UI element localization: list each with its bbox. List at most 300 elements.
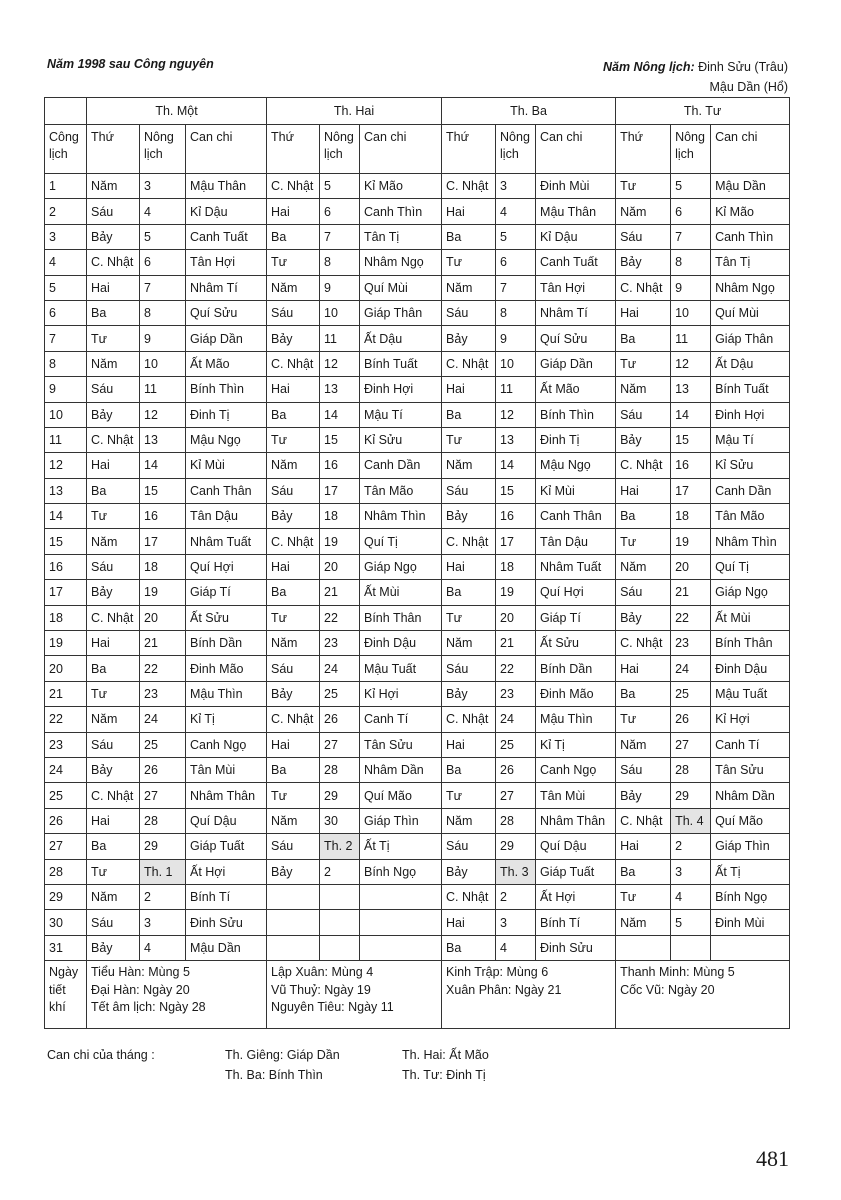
cell-weekday: Ba (267, 224, 320, 249)
cell-canchi: Quí Tị (360, 529, 442, 554)
cell-weekday: Ba (267, 580, 320, 605)
cell-weekday: Hai (442, 732, 496, 757)
cell-weekday: Bảy (616, 783, 671, 808)
month-header: Th. Tư (616, 98, 790, 125)
cell-weekday: Sáu (87, 554, 140, 579)
cell-lunar: 17 (496, 529, 536, 554)
cell-lunar: 14 (320, 402, 360, 427)
cell-canchi: Tân Sửu (360, 732, 442, 757)
cell-weekday: C. Nhật (267, 707, 320, 732)
cell-canchi: Nhâm Thân (536, 808, 616, 833)
cell-day: 16 (45, 554, 87, 579)
cell-lunar: 20 (671, 554, 711, 579)
cell-lunar: 23 (320, 631, 360, 656)
cell-weekday: Năm (87, 707, 140, 732)
cell-weekday: Bảy (442, 859, 496, 884)
table-row (45, 554, 790, 579)
cell-canchi: Canh Dần (711, 478, 790, 503)
cell-weekday: Tư (267, 783, 320, 808)
cell-canchi (360, 884, 442, 909)
cell-canchi: Nhâm Tuất (186, 529, 267, 554)
cell-weekday: C. Nhật (442, 174, 496, 199)
cell-lunar: 18 (496, 554, 536, 579)
cell-canchi (360, 935, 442, 960)
cell-lunar: 2 (496, 884, 536, 909)
cell-lunar: 4 (671, 884, 711, 909)
cell-canchi: Tân Mùi (536, 783, 616, 808)
cell-canchi: Canh Ngọ (536, 757, 616, 782)
cell-canchi: Kỉ Sửu (711, 453, 790, 478)
cell-day: 5 (45, 275, 87, 300)
cell-canchi: Quí Mùi (360, 275, 442, 300)
cell-lunar: 24 (671, 656, 711, 681)
cell-day: 20 (45, 656, 87, 681)
cell-lunar: 2 (320, 859, 360, 884)
table-row (45, 174, 790, 199)
cell-day: 31 (45, 935, 87, 960)
cell-lunar: 5 (671, 174, 711, 199)
cell-canchi: Ất Sửu (536, 631, 616, 656)
cell-weekday: Bảy (442, 681, 496, 706)
cell-day: 2 (45, 199, 87, 224)
cell-lunar: 22 (671, 605, 711, 630)
footer-item: Th. Hai: Ất Mão (402, 1048, 489, 1062)
col-header-weekday: Thứ (616, 125, 671, 174)
cell-lunar: 16 (496, 504, 536, 529)
table-row (45, 681, 790, 706)
cell-lunar: 11 (496, 377, 536, 402)
cell-weekday: C. Nhật (87, 250, 140, 275)
cell-lunar: 14 (671, 402, 711, 427)
cell-weekday: Tư (616, 707, 671, 732)
cell-lunar: 3 (140, 174, 186, 199)
table-row (45, 859, 790, 884)
cell-weekday: Sáu (87, 732, 140, 757)
cell-weekday: Bảy (616, 605, 671, 630)
cell-lunar: 23 (140, 681, 186, 706)
cell-canchi: Mậu Ngọ (536, 453, 616, 478)
cell-lunar: 24 (496, 707, 536, 732)
cell-lunar: 2 (671, 834, 711, 859)
cell-weekday: Hai (616, 656, 671, 681)
cell-weekday: C. Nhật (267, 351, 320, 376)
tiet-khi-entry: Lập Xuân: Mùng 4 (271, 965, 374, 980)
cell-weekday: C. Nhật (442, 351, 496, 376)
cell-weekday (267, 884, 320, 909)
cell-weekday: Năm (267, 275, 320, 300)
cell-lunar: 25 (320, 681, 360, 706)
cell-lunar: 3 (140, 910, 186, 935)
cell-canchi: Bính Thân (711, 631, 790, 656)
cell-lunar: 18 (140, 554, 186, 579)
cell-canchi: Quí Tị (711, 554, 790, 579)
cell-canchi: Canh Tí (711, 732, 790, 757)
cell-lunar: 5 (320, 174, 360, 199)
cell-lunar: 21 (140, 631, 186, 656)
cell-day: 15 (45, 529, 87, 554)
cell-lunar: 3 (496, 174, 536, 199)
cell-canchi: Kỉ Mùi (186, 453, 267, 478)
cell-weekday: Sáu (87, 910, 140, 935)
cell-weekday: Tư (267, 427, 320, 452)
cell-weekday: Sáu (616, 580, 671, 605)
cell-canchi: Giáp Dần (536, 351, 616, 376)
footer-item: Th. Giêng: Giáp Dần (225, 1048, 340, 1062)
cell-weekday: C. Nhật (442, 884, 496, 909)
cell-canchi: Nhâm Ngọ (711, 275, 790, 300)
cell-canchi: Mậu Thân (536, 199, 616, 224)
cell-canchi: Canh Ngọ (186, 732, 267, 757)
cell-lunar: 4 (140, 199, 186, 224)
cell-weekday: Tư (616, 884, 671, 909)
cell-weekday: Ba (87, 656, 140, 681)
cell-lunar: 8 (496, 300, 536, 325)
cell-weekday: Hai (267, 199, 320, 224)
cell-canchi: Kỉ Dậu (186, 199, 267, 224)
cell-lunar: 2 (140, 884, 186, 909)
cell-day: 27 (45, 834, 87, 859)
cell-canchi: Kỉ Tị (186, 707, 267, 732)
cell-canchi: Đinh Mùi (536, 174, 616, 199)
cell-weekday: C. Nhật (267, 529, 320, 554)
cell-weekday: Năm (87, 351, 140, 376)
cell-day: 8 (45, 351, 87, 376)
cell-lunar: 17 (140, 529, 186, 554)
cell-weekday: C. Nhật (616, 275, 671, 300)
cell-canchi: Bính Tí (186, 884, 267, 909)
cell-lunar: 6 (320, 199, 360, 224)
cell-lunar: Th. 3 (496, 859, 536, 884)
cell-canchi: Nhâm Tí (536, 300, 616, 325)
cell-weekday: Năm (442, 453, 496, 478)
table-row (45, 377, 790, 402)
cell-lunar: 22 (320, 605, 360, 630)
cell-weekday: Bảy (87, 402, 140, 427)
cell-canchi: Ất Hợi (186, 859, 267, 884)
cell-canchi: Quí Mão (360, 783, 442, 808)
cell-weekday: Năm (616, 732, 671, 757)
cell-canchi: Tân Dậu (536, 529, 616, 554)
table-row (45, 707, 790, 732)
cell-weekday: Sáu (267, 834, 320, 859)
cell-day: 7 (45, 326, 87, 351)
cell-canchi: Tân Hợi (536, 275, 616, 300)
cell-lunar: 20 (140, 605, 186, 630)
cell-lunar: 29 (496, 834, 536, 859)
cell-weekday: Hai (442, 377, 496, 402)
calendar-table (44, 97, 790, 1029)
cell-lunar: 9 (140, 326, 186, 351)
col-header-day: Công lịch (45, 125, 87, 174)
page-number: 481 (756, 1146, 789, 1171)
cell-canchi: Nhâm Thìn (711, 529, 790, 554)
cell-canchi: Ất Tị (711, 859, 790, 884)
table-row (45, 884, 790, 909)
cell-lunar: Th. 2 (320, 834, 360, 859)
cell-day: 9 (45, 377, 87, 402)
cell-weekday: Hai (87, 631, 140, 656)
cell-lunar: 7 (671, 224, 711, 249)
footer-item: Th. Ba: Bính Thìn (225, 1068, 323, 1082)
cell-weekday: Bảy (267, 859, 320, 884)
cell-weekday: Tư (442, 250, 496, 275)
cell-weekday: Sáu (87, 377, 140, 402)
cell-canchi: Mậu Tí (360, 402, 442, 427)
cell-canchi: Đinh Tị (536, 427, 616, 452)
table-row (45, 605, 790, 630)
cell-lunar: 19 (496, 580, 536, 605)
table-row (45, 427, 790, 452)
cell-weekday: Năm (442, 275, 496, 300)
cell-canchi: Ất Mùi (711, 605, 790, 630)
cell-lunar: 15 (320, 427, 360, 452)
cell-lunar (671, 935, 711, 960)
column-header-row (45, 125, 790, 174)
cell-lunar: 23 (496, 681, 536, 706)
cell-canchi: Nhâm Ngọ (360, 250, 442, 275)
cell-day: 18 (45, 605, 87, 630)
cell-weekday: C. Nhật (87, 605, 140, 630)
cell-weekday: Năm (87, 529, 140, 554)
cell-weekday: Năm (616, 554, 671, 579)
footer-label: Can chi của tháng : (47, 1048, 155, 1062)
cell-weekday: Hai (87, 275, 140, 300)
cell-weekday: Hai (616, 300, 671, 325)
cell-canchi: Canh Thân (186, 478, 267, 503)
cell-lunar: 13 (671, 377, 711, 402)
cell-canchi: Bính Thân (360, 605, 442, 630)
table-row (45, 326, 790, 351)
cell-canchi: Canh Thân (536, 504, 616, 529)
cell-lunar: 7 (496, 275, 536, 300)
cell-weekday: Hai (267, 554, 320, 579)
cell-canchi: Tân Sửu (711, 757, 790, 782)
cell-canchi: Mậu Tí (711, 427, 790, 452)
cell-lunar: 30 (320, 808, 360, 833)
month-header: Th. Ba (442, 98, 616, 125)
cell-canchi (360, 910, 442, 935)
table-row (45, 757, 790, 782)
cell-weekday: Ba (267, 402, 320, 427)
cell-canchi: Kỉ Tị (536, 732, 616, 757)
cell-canchi: Canh Tuất (186, 224, 267, 249)
cell-canchi (711, 935, 790, 960)
cell-lunar: 6 (671, 199, 711, 224)
cell-canchi: Đinh Hợi (711, 402, 790, 427)
cell-lunar: 20 (320, 554, 360, 579)
table-row (45, 453, 790, 478)
cell-lunar (320, 910, 360, 935)
cell-canchi: Quí Dậu (536, 834, 616, 859)
cell-lunar: 9 (496, 326, 536, 351)
cell-weekday (267, 935, 320, 960)
cell-canchi: Quí Hợi (536, 580, 616, 605)
cell-lunar (320, 884, 360, 909)
cell-lunar: 5 (671, 910, 711, 935)
cell-lunar: 15 (496, 478, 536, 503)
cell-weekday: Tư (616, 174, 671, 199)
cell-canchi: Kỉ Hợi (360, 681, 442, 706)
table-row (45, 732, 790, 757)
cell-weekday: Năm (442, 808, 496, 833)
cell-weekday: Tư (616, 351, 671, 376)
col-header-weekday: Thứ (267, 125, 320, 174)
cell-lunar: 29 (320, 783, 360, 808)
cell-weekday: Năm (616, 910, 671, 935)
cell-weekday: Ba (616, 681, 671, 706)
cell-weekday: C. Nhật (442, 707, 496, 732)
cell-canchi: Ất Dậu (360, 326, 442, 351)
cell-weekday: Bảy (87, 935, 140, 960)
tiet-khi-cell (442, 961, 616, 1029)
cell-weekday: Hai (87, 808, 140, 833)
table-row (45, 224, 790, 249)
cell-day: 29 (45, 884, 87, 909)
cell-weekday: Tư (87, 681, 140, 706)
table-row (45, 910, 790, 935)
cell-day: 3 (45, 224, 87, 249)
cell-lunar: 28 (496, 808, 536, 833)
cell-weekday: Hai (87, 453, 140, 478)
cell-weekday: Năm (267, 631, 320, 656)
month-header: Th. Một (87, 98, 267, 125)
cell-canchi: Nhâm Thìn (360, 504, 442, 529)
cell-lunar (320, 935, 360, 960)
cell-weekday: Tư (87, 859, 140, 884)
cell-lunar: 27 (496, 783, 536, 808)
cell-lunar: 16 (140, 504, 186, 529)
tiet-khi-cell (87, 961, 267, 1029)
table-row (45, 300, 790, 325)
cell-weekday: C. Nhật (616, 808, 671, 833)
cell-canchi: Ất Mão (186, 351, 267, 376)
cell-canchi: Mậu Dần (711, 174, 790, 199)
cell-lunar: 14 (496, 453, 536, 478)
table-row (45, 935, 790, 960)
cell-canchi: Giáp Tuất (536, 859, 616, 884)
cell-weekday: Tư (442, 605, 496, 630)
cell-canchi: Giáp Tuất (186, 834, 267, 859)
cell-canchi: Quí Dậu (186, 808, 267, 833)
cell-day: 4 (45, 250, 87, 275)
cell-weekday: Năm (267, 453, 320, 478)
cell-canchi: Giáp Ngọ (711, 580, 790, 605)
cell-lunar: 28 (140, 808, 186, 833)
cell-canchi: Quí Hợi (186, 554, 267, 579)
cell-day: 13 (45, 478, 87, 503)
cell-weekday: Bảy (87, 224, 140, 249)
cell-weekday: Ba (442, 580, 496, 605)
cell-canchi: Giáp Ngọ (360, 554, 442, 579)
cell-weekday: Ba (442, 402, 496, 427)
cell-weekday: Tư (267, 605, 320, 630)
tiet-khi-cell (616, 961, 790, 1029)
cell-weekday (267, 910, 320, 935)
cell-weekday (616, 935, 671, 960)
table-row (45, 250, 790, 275)
cell-canchi: Bính Tí (536, 910, 616, 935)
cell-canchi: Bính Dần (536, 656, 616, 681)
cell-weekday: Năm (87, 174, 140, 199)
cell-canchi: Canh Tí (360, 707, 442, 732)
cell-canchi: Quí Mão (711, 808, 790, 833)
cell-canchi: Kỉ Hợi (711, 707, 790, 732)
cell-lunar: 12 (496, 402, 536, 427)
cell-canchi: Giáp Thìn (711, 834, 790, 859)
cell-weekday: Ba (442, 935, 496, 960)
col-header-lunar: Nông lịch (671, 125, 711, 174)
cell-day: 30 (45, 910, 87, 935)
cell-lunar: 18 (671, 504, 711, 529)
cell-lunar: 10 (140, 351, 186, 376)
cell-canchi: Mậu Ngọ (186, 427, 267, 452)
col-header-lunar: Nông lịch (320, 125, 360, 174)
cell-weekday: Bảy (267, 681, 320, 706)
tiet-khi-row (45, 961, 790, 1029)
cell-weekday: Hai (267, 732, 320, 757)
cell-weekday: C. Nhật (87, 427, 140, 452)
header-lunar-label: Năm Nông lịch: (602, 60, 695, 74)
header-right (603, 57, 788, 97)
cell-lunar: 8 (140, 300, 186, 325)
cell-weekday: Tư (267, 250, 320, 275)
cell-canchi: Giáp Dần (186, 326, 267, 351)
table-row (45, 402, 790, 427)
cell-lunar: 25 (140, 732, 186, 757)
cell-weekday: Bảy (87, 580, 140, 605)
cell-canchi: Đinh Sửu (186, 910, 267, 935)
cell-canchi: Đinh Dậu (360, 631, 442, 656)
cell-lunar: 11 (320, 326, 360, 351)
cell-canchi: Tân Tị (711, 250, 790, 275)
cell-weekday: Bảy (267, 326, 320, 351)
cell-canchi: Kỉ Dậu (536, 224, 616, 249)
cell-lunar: 21 (671, 580, 711, 605)
cell-lunar: 14 (140, 453, 186, 478)
cell-day: 24 (45, 757, 87, 782)
table-row (45, 808, 790, 833)
cell-canchi: Kỉ Mùi (536, 478, 616, 503)
cell-lunar: 17 (671, 478, 711, 503)
cell-lunar: 11 (140, 377, 186, 402)
cell-lunar: 4 (496, 199, 536, 224)
cell-canchi: Bính Tuất (360, 351, 442, 376)
cell-day: 25 (45, 783, 87, 808)
cell-weekday: Bảy (442, 504, 496, 529)
month-header-row (45, 98, 790, 125)
cell-weekday: Sáu (616, 402, 671, 427)
cell-canchi: Quí Mùi (711, 300, 790, 325)
cell-weekday: C. Nhật (87, 783, 140, 808)
tiet-khi-entry: Xuân Phân: Ngày 21 (446, 982, 562, 997)
cell-lunar: 26 (140, 757, 186, 782)
cell-lunar: Th. 1 (140, 859, 186, 884)
cell-weekday: Ba (87, 478, 140, 503)
cell-lunar: 24 (140, 707, 186, 732)
cell-canchi: Đinh Mão (536, 681, 616, 706)
corner-cell (45, 98, 87, 125)
cell-canchi: Đinh Mão (186, 656, 267, 681)
cell-lunar: 13 (140, 427, 186, 452)
table-row (45, 199, 790, 224)
header-lunar-year-1: Đinh Sửu (Trâu) (698, 60, 788, 74)
header-lunar-year-2: Mậu Dần (Hổ) (709, 80, 788, 94)
cell-lunar: 10 (671, 300, 711, 325)
cell-day: 26 (45, 808, 87, 833)
col-header-canchi: Can chi (711, 125, 790, 174)
cell-canchi: Đinh Mùi (711, 910, 790, 935)
cell-lunar: 10 (496, 351, 536, 376)
